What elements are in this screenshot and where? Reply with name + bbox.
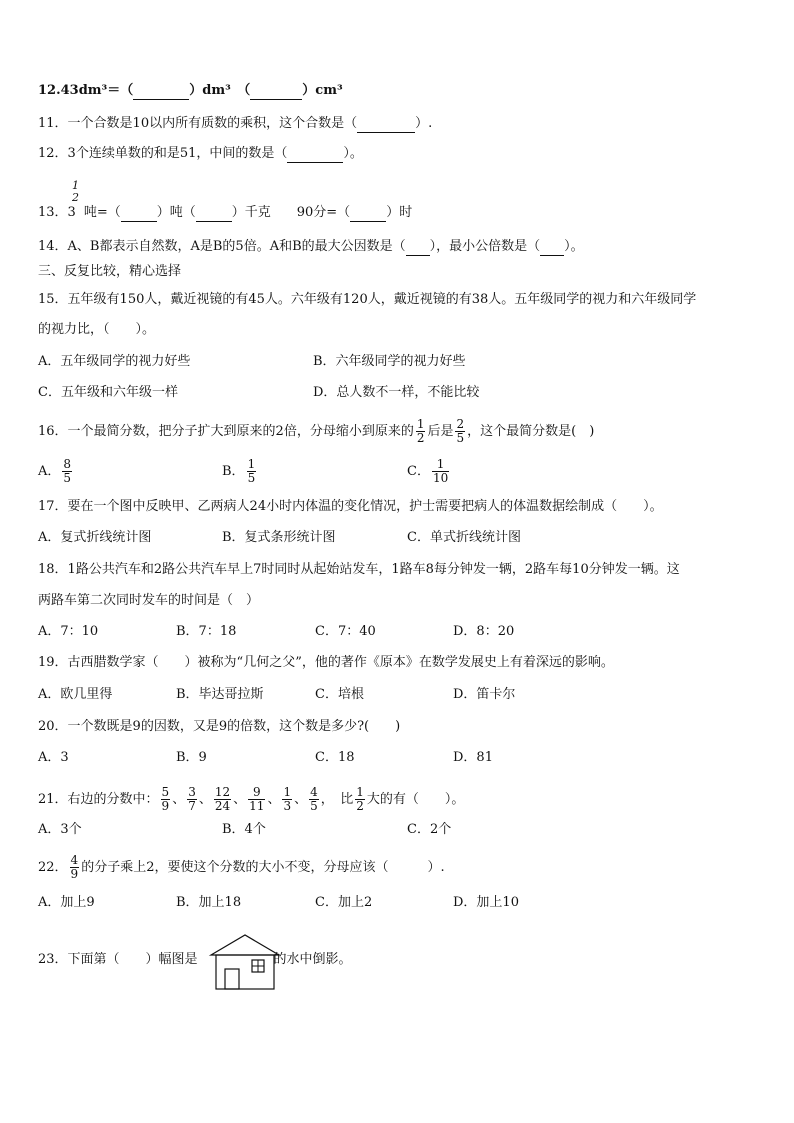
question-20: 20．一个数既是9的因数，又是9的倍数，这个数是多少?( ) (38, 719, 401, 734)
q19-option-c[interactable]: C．培根 (315, 687, 364, 702)
q18-option-d[interactable]: D．8：20 (453, 624, 515, 639)
question-23: 23．下面第（ ）幅图是 的水中倒影。 (38, 952, 352, 967)
answer-blank[interactable] (406, 242, 430, 256)
q22-option-b[interactable]: B．加上18 (176, 895, 242, 910)
fraction: $\frac{1}{2}$ (416, 417, 425, 445)
question-16: 16．一个最简分数，把分子扩大到原来的2倍，分母缩小到原来的 $\frac{1}{2}$ 后是 $\frac{2}{5}$ ，这个最简分数是( ) (38, 417, 595, 445)
fraction: $\frac{8}{5}$ (63, 457, 72, 485)
fraction: $\frac{12}{24}$ (214, 785, 231, 813)
answer-blank[interactable] (121, 208, 157, 222)
q18-option-a[interactable]: A．7：10 (38, 624, 99, 639)
question-19: 19．古西腊数学家（ ）被称为“几何之父”，他的著作《原本》在数学发展史上有着深远的影响。 (38, 655, 614, 670)
q15-option-a[interactable]: A．五年级同学的视力好些 (38, 354, 191, 369)
fraction: $\frac{3}{7}$ (188, 785, 196, 813)
q16-option-a[interactable]: A． $\frac{8}{5}$ (38, 457, 72, 485)
fraction: $\frac{1}{10}$ (432, 457, 449, 485)
q22-option-d[interactable]: D．加上10 (453, 895, 519, 910)
house-icon (208, 933, 282, 991)
question-12: 12．3个连续单数的和是51，中间的数是（ ）。 (38, 146, 363, 161)
question-11: 11．一个合数是10以内所有质数的乘积，这个合数是（ ）. (38, 116, 433, 131)
answer-blank[interactable] (540, 242, 564, 256)
answer-blank[interactable] (350, 208, 386, 222)
q17-option-b[interactable]: B．复式条形统计图 (222, 530, 336, 545)
q19-option-d[interactable]: D．笛卡尔 (453, 687, 516, 702)
section-heading: 三、反复比较，精心选择 (38, 264, 182, 279)
q16-option-b[interactable]: B． $\frac{1}{5}$ (222, 457, 256, 485)
q21-option-b[interactable]: B．4个 (222, 822, 266, 837)
q15-option-c[interactable]: C．五年级和六年级一样 (38, 385, 178, 400)
q20-option-d[interactable]: D．81 (453, 750, 493, 765)
question-17: 17．要在一个图中反映甲、乙两病人24小时内体温的变化情况，护士需要把病人的体温数据绘制成（ ）。 (38, 499, 663, 514)
question-conversion: 12.43dm³＝（ ）dm³ （ ）cm³ (38, 83, 343, 98)
fraction: $\frac{4}{5}$ (310, 785, 318, 813)
q22-option-a[interactable]: A．加上9 (38, 895, 95, 910)
fraction: $\frac{5}{9}$ (161, 785, 170, 813)
question-15-line1: 15．五年级有150人，戴近视镜的有45人。六年级有120人，戴近视镜的有38人。五年级同学的视力和六年级同学 (38, 292, 697, 307)
q22-option-c[interactable]: C．加上2 (315, 895, 373, 910)
question-13: 13．3 吨=（ ）吨（ ）千克 90分=（ ）时 (38, 205, 413, 220)
fraction: $\frac{1}{2}$ (356, 785, 364, 813)
q18-option-c[interactable]: C．7：40 (315, 624, 376, 639)
question-14: 14．A、B都表示自然数，A是B的5倍。A和B的最大公因数是（ ），最小公倍数是（ ）。 (38, 239, 584, 254)
q21-option-c[interactable]: C．2个 (407, 822, 452, 837)
question-21: 21．右边的分数中： $\frac{5}{9}$ 、 $\frac{3}{7}$ 、 $\frac{12}{24}$ 、 $\frac{9}{11}$ 、 $\frac{1}{3}$ 、 $\frac{4}{5}$ ， 比 $\frac{1}{2}$ 大的有（ ）。 (38, 785, 465, 813)
question-15-line2: 的视力比，（ ）。 (38, 322, 156, 337)
answer-blank[interactable] (133, 86, 189, 100)
q20-option-c[interactable]: C．18 (315, 750, 355, 765)
q17-option-a[interactable]: A．复式折线统计图 (38, 530, 152, 545)
fraction: $\frac{2}{5}$ (456, 417, 465, 445)
q21-option-a[interactable]: A．3个 (38, 822, 82, 837)
question-18-line2: 两路车第二次同时发车的时间是（ ） (38, 593, 260, 608)
q17-option-c[interactable]: C．单式折线统计图 (407, 530, 521, 545)
fraction: $\frac{1}{3}$ (283, 785, 292, 813)
answer-blank[interactable] (196, 208, 232, 222)
fraction: $\frac{4}{9}$ (70, 853, 79, 881)
answer-blank[interactable] (357, 119, 415, 133)
q19-option-a[interactable]: A．欧几里得 (38, 687, 113, 702)
fraction: $\frac{1}{5}$ (247, 457, 256, 485)
question-18-line1: 18．1路公共汽车和2路公共汽车早上7时同时从起始站发车，1路车8每分钟发一辆，2路车每10分钟发一辆。这 (38, 562, 680, 577)
answer-blank[interactable] (250, 86, 302, 100)
q15-option-d[interactable]: D．总人数不一样，不能比较 (313, 385, 480, 400)
answer-blank[interactable] (287, 149, 343, 163)
q16-option-c[interactable]: C． $\frac{1}{10}$ (407, 457, 449, 485)
q15-option-b[interactable]: B．六年级同学的视力好些 (313, 354, 466, 369)
q19-option-b[interactable]: B．毕达哥拉斯 (176, 687, 264, 702)
question-22: 22． $\frac{4}{9}$ 的分子乘上2，要使这个分数的大小不变，分母应该（ ）. (38, 853, 445, 881)
q20-option-a[interactable]: A．3 (38, 750, 69, 765)
q20-option-b[interactable]: B．9 (176, 750, 207, 765)
q18-option-b[interactable]: B．7：18 (176, 624, 237, 639)
fraction: $\frac{9}{11}$ (249, 785, 265, 813)
exponent-fraction: 1 2 (72, 179, 79, 204)
